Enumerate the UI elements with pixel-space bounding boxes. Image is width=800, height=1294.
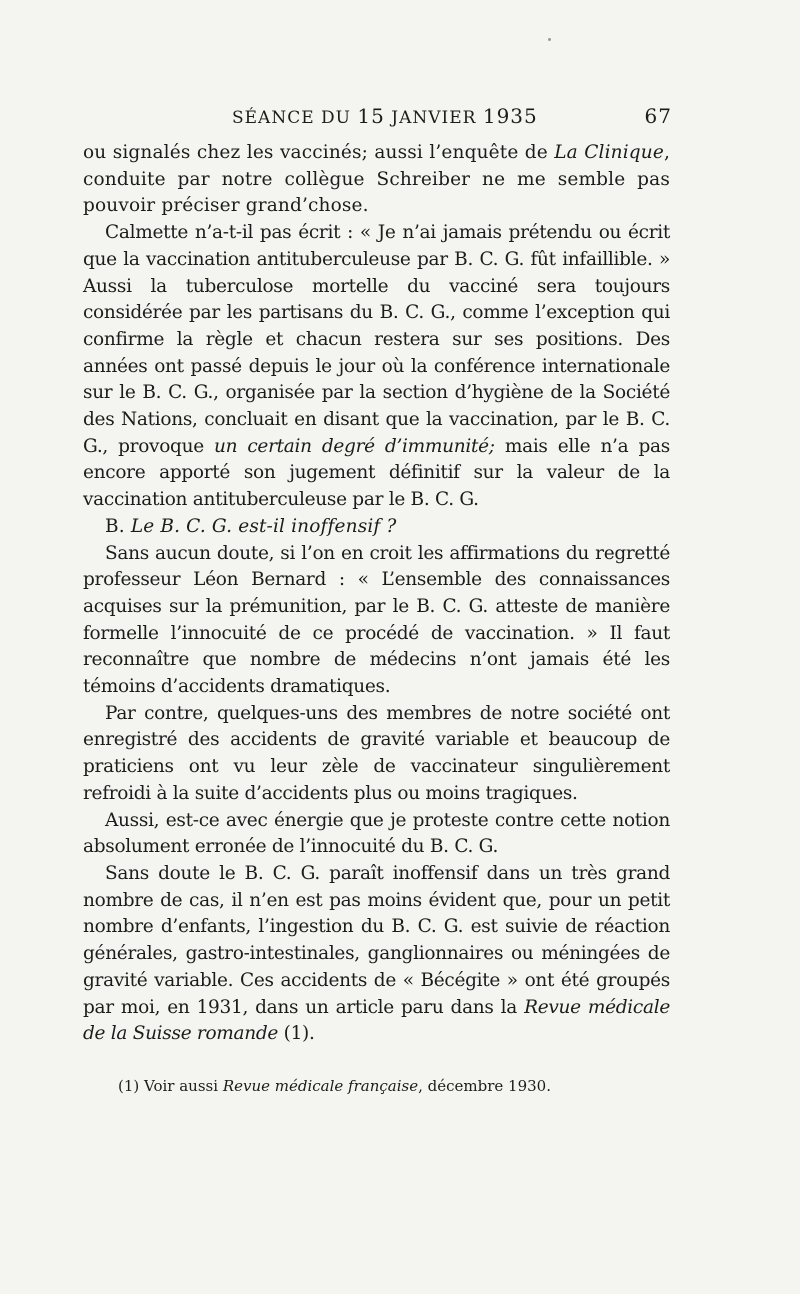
header-title bbox=[232, 104, 538, 128]
footnote-marker: (1) bbox=[118, 1077, 140, 1095]
italic-run: un certain degré d’immunité; bbox=[213, 435, 495, 457]
running-header bbox=[232, 104, 672, 128]
text-run: Aussi, est-ce avec énergie que je proteste contre cette notion absolument erronée de l’innocuité du B. C. G. bbox=[83, 809, 670, 858]
paragraph bbox=[83, 861, 670, 1048]
header-prefix: SÉANCE DU bbox=[232, 108, 351, 128]
text-run: Calmette n’a-t-il pas écrit : « Je n’ai jamais prétendu ou écrit que la vaccination antituberculeuse par B. C. G. fût infaillible. » Aussi la tuberculose mortelle du vacciné sera toujours considérée par les partisans du B. C. G., comme l’exception qui confirme la règle et chacun restera sur ses positions. Des années ont passé depuis le jour où la conférence internationale sur le B. C. G., organisée par la section d’hygiène de la Société des Nations, concluait en disant que la vaccination, par le B. C. G., provoque bbox=[83, 222, 670, 457]
text-run: mais elle n’a pas encore apporté son jugement définitif sur la valeur de la vaccination antituberculeuse par le B. C. G. bbox=[83, 435, 670, 511]
text-run: (1). bbox=[278, 1023, 315, 1045]
paragraph bbox=[83, 701, 670, 808]
text-run: Sans aucun doute, si l’on en croit les affirmations du regretté professeur Léon Bernard : « L’ensemble des connaissances acquises sur la prémunition, par le B. C. G. atteste de manière formelle l’innocuité de ce procédé de vaccination. » Il faut reconnaître que nombre de médecins n’ont jamais été les témoins d’accidents dramatiques. bbox=[83, 542, 670, 698]
section-title: Le B. C. G. est-il inoffensif ? bbox=[130, 515, 397, 537]
italic-run: Revue médicale de la Suisse romande bbox=[83, 996, 670, 1045]
text-run: ou signalés chez les vaccinés; aussi l’enquête de bbox=[83, 142, 555, 163]
text-run: , conduite par notre collègue Schreiber ne me semble pas pouvoir préciser grand’chose. bbox=[83, 142, 670, 217]
text-run: Voir aussi bbox=[139, 1077, 223, 1095]
paper-speck bbox=[548, 38, 551, 41]
footnote bbox=[118, 1076, 678, 1096]
page-number: 67 bbox=[644, 104, 672, 128]
paragraph bbox=[83, 220, 670, 514]
header-day: 15 bbox=[357, 104, 385, 128]
italic-run: Revue médicale française bbox=[222, 1077, 419, 1095]
header-year: 1935 bbox=[482, 104, 538, 128]
paragraph bbox=[83, 808, 670, 861]
italic-run: La Clinique bbox=[554, 142, 664, 163]
body-text bbox=[83, 140, 670, 1048]
text-run: Sans doute le B. C. G. paraît inoffensif dans un très grand nombre de cas, il n’en est pas moins évident que, pour un petit nombre d’enfants, l’ingestion du B. C. G. est suivie de réaction générales, gastro-intestinales, ganglionnaires ou méningées de gravité variable. Ces accidents de « Bécégite » ont été groupés par moi, en 1931, dans un article paru dans la bbox=[83, 862, 670, 1018]
paragraph bbox=[83, 140, 670, 220]
header-month: JANVIER bbox=[391, 108, 477, 128]
section-label: B. bbox=[105, 515, 131, 537]
paragraph bbox=[83, 541, 670, 701]
section-heading bbox=[83, 514, 670, 541]
text-run: Par contre, quelques-uns des membres de notre société ont enregistré des accidents de gravité variable et beaucoup de praticiens ont vu leur zèle de vaccinateur singulièrement refroidi à la suite d’accidents plus ou moins tragiques. bbox=[83, 702, 670, 804]
text-run: , décembre 1930. bbox=[418, 1077, 551, 1095]
